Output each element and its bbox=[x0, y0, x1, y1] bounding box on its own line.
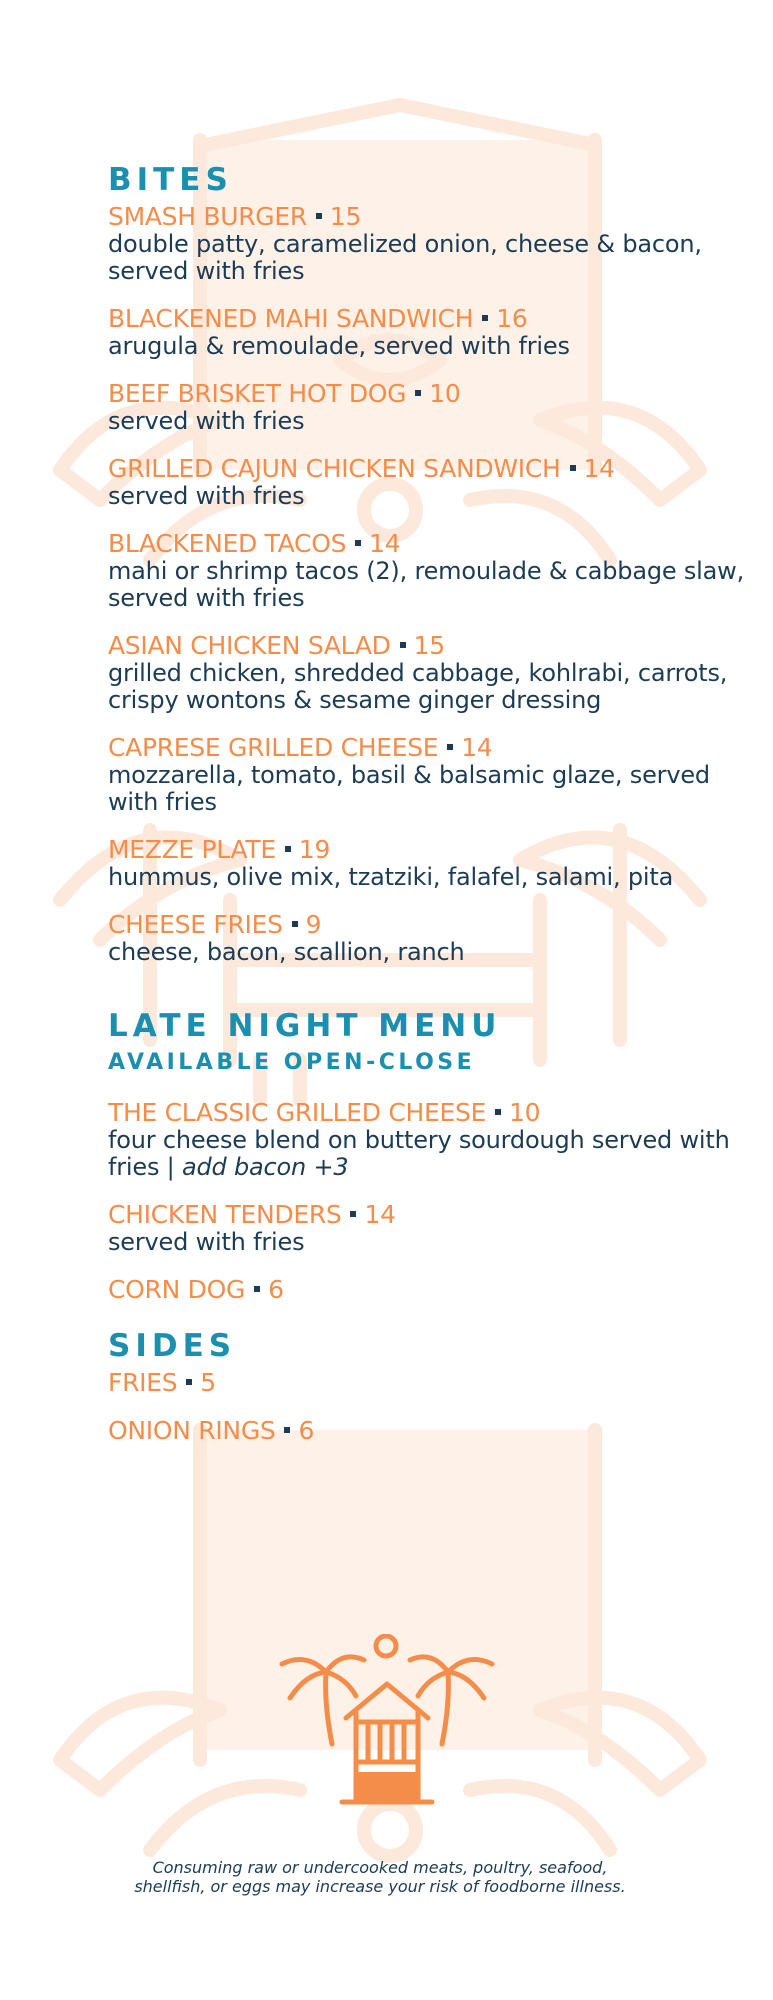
separator-dot bbox=[415, 390, 421, 396]
separator-dot bbox=[350, 1211, 356, 1217]
menu-item-header bbox=[108, 529, 748, 558]
menu-item-price: 14 bbox=[461, 733, 493, 762]
menu-item-price: 14 bbox=[583, 454, 615, 483]
menu-item-description-text: arugula & remoulade, served with fries bbox=[108, 332, 570, 360]
menu-item-description-text: double patty, caramelized onion, cheese & bacon, served with fries bbox=[108, 230, 702, 285]
separator-dot bbox=[495, 1109, 501, 1115]
menu-item-description bbox=[108, 864, 748, 891]
palm-hut-icon bbox=[276, 1634, 498, 1806]
menu-item bbox=[108, 835, 748, 891]
menu-item-name: CORN DOG bbox=[108, 1275, 246, 1304]
separator-dot bbox=[447, 744, 453, 750]
menu-item-description bbox=[108, 231, 748, 285]
menu-item-name: CHEESE FRIES bbox=[108, 910, 283, 939]
menu-item-price: 16 bbox=[496, 304, 528, 333]
menu-item-description bbox=[108, 1127, 748, 1181]
separator-dot bbox=[186, 1379, 192, 1385]
menu-item-header bbox=[108, 1275, 748, 1304]
menu-item-price: 15 bbox=[329, 202, 362, 231]
separator-dot bbox=[482, 315, 488, 321]
menu-item-name: CHICKEN TENDERS bbox=[108, 1200, 342, 1229]
menu-item-header bbox=[108, 1098, 748, 1127]
menu-item bbox=[108, 1098, 748, 1181]
menu-item-name: MEZZE PLATE bbox=[108, 835, 276, 864]
menu-item-description bbox=[108, 1229, 748, 1256]
menu-content bbox=[108, 160, 748, 1464]
menu-item-name: SMASH BURGER bbox=[108, 202, 307, 231]
menu-item bbox=[108, 379, 748, 435]
separator-dot bbox=[400, 642, 406, 648]
menu-item bbox=[108, 1275, 748, 1304]
menu-item-description-text: mozzarella, tomato, basil & balsamic glaze, served with fries bbox=[108, 761, 710, 816]
menu-item-header bbox=[108, 202, 748, 231]
menu-item-description-text: cheese, bacon, scallion, ranch bbox=[108, 938, 465, 966]
menu-item-price: 6 bbox=[268, 1275, 284, 1304]
menu-item-price: 10 bbox=[429, 379, 461, 408]
menu-item-name: ASIAN CHICKEN SALAD bbox=[108, 631, 391, 660]
menu-item-description-text: served with fries bbox=[108, 1228, 305, 1256]
menu-item-price: 5 bbox=[200, 1368, 216, 1397]
menu-item-price: 6 bbox=[298, 1416, 315, 1445]
menu-item-name: BLACKENED TACOS bbox=[108, 529, 347, 558]
menu-item-price: 14 bbox=[369, 529, 401, 558]
separator-dot bbox=[254, 1286, 260, 1292]
menu-item-header bbox=[108, 304, 748, 333]
sides-list bbox=[108, 1368, 748, 1445]
separator-dot bbox=[355, 540, 361, 546]
menu-item-header bbox=[108, 910, 748, 939]
menu-item-header bbox=[108, 454, 748, 483]
menu-item-header bbox=[108, 1416, 748, 1445]
menu-item-description bbox=[108, 333, 748, 360]
menu-item-description-text: grilled chicken, shredded cabbage, kohlrabi, carrots, crispy wontons & sesame ginger dressing bbox=[108, 659, 728, 714]
menu-item-description-text: mahi or shrimp tacos (2), remoulade & cabbage slaw, served with fries bbox=[108, 557, 745, 612]
menu-item-description bbox=[108, 483, 748, 510]
disclaimer-line-2: shellfish, or eggs may increase your risk of foodborne illness. bbox=[134, 1877, 626, 1896]
menu-item-price: 10 bbox=[509, 1098, 541, 1127]
menu-item-name: THE CLASSIC GRILLED CHEESE bbox=[108, 1098, 487, 1127]
disclaimer-line-1: Consuming raw or undercooked meats, poultry, seafood, bbox=[152, 1858, 608, 1877]
menu-item bbox=[108, 733, 748, 816]
menu-item-header bbox=[108, 1200, 748, 1229]
menu-item bbox=[108, 454, 748, 510]
menu-item-name: FRIES bbox=[108, 1368, 178, 1397]
late-night-list bbox=[108, 1098, 748, 1304]
menu-item-addon: add bacon +3 bbox=[182, 1153, 349, 1181]
menu-item-name: BEEF BRISKET HOT DOG bbox=[108, 379, 407, 408]
menu-item-description-text: hummus, olive mix, tzatziki, falafel, salami, pita bbox=[108, 863, 674, 891]
menu-item-description bbox=[108, 660, 748, 714]
menu-item-header bbox=[108, 631, 748, 660]
menu-item-name: CAPRESE GRILLED CHEESE bbox=[108, 733, 439, 762]
menu-item-header bbox=[108, 733, 748, 762]
menu-item bbox=[108, 202, 748, 285]
menu-item-header bbox=[108, 1368, 748, 1397]
menu-item bbox=[108, 1416, 748, 1445]
menu-item-description bbox=[108, 762, 748, 816]
bites-list bbox=[108, 202, 748, 966]
bites-heading: BITES bbox=[108, 162, 233, 198]
menu-item-name: ONION RINGS bbox=[108, 1416, 276, 1445]
menu-item-description bbox=[108, 408, 748, 435]
menu-item-name: GRILLED CAJUN CHICKEN SANDWICH bbox=[108, 454, 561, 483]
menu-item-header bbox=[108, 835, 748, 864]
menu-item-description-text: served with fries bbox=[108, 482, 305, 510]
menu-item-description bbox=[108, 558, 748, 612]
separator-dot bbox=[285, 846, 291, 852]
late-night-subtitle: AVAILABLE OPEN-CLOSE bbox=[108, 1050, 476, 1075]
menu-item bbox=[108, 1368, 748, 1397]
menu-item-price: 15 bbox=[413, 631, 445, 660]
separator-dot bbox=[316, 213, 322, 219]
menu-item-header bbox=[108, 379, 748, 408]
menu-item bbox=[108, 1200, 748, 1256]
sides-heading: SIDES bbox=[108, 1328, 237, 1364]
menu-item bbox=[108, 910, 748, 966]
menu-item-description-text: served with fries bbox=[108, 407, 305, 435]
separator-dot bbox=[292, 921, 298, 927]
menu-item-name: BLACKENED MAHI SANDWICH bbox=[108, 304, 474, 333]
allergen-disclaimer bbox=[100, 1858, 660, 1896]
menu-item-description bbox=[108, 939, 748, 966]
late-night-heading: LATE NIGHT MENU bbox=[108, 1008, 502, 1044]
menu-item-price: 19 bbox=[298, 835, 331, 864]
menu-item-description-text: four cheese blend on buttery sourdough served with fries | bbox=[108, 1126, 730, 1181]
menu-item-price: 9 bbox=[305, 910, 322, 939]
separator-dot bbox=[570, 465, 576, 471]
separator-dot bbox=[284, 1427, 290, 1433]
menu-item bbox=[108, 304, 748, 360]
menu-item bbox=[108, 529, 748, 612]
menu-item bbox=[108, 631, 748, 714]
menu-item-price: 14 bbox=[364, 1200, 396, 1229]
